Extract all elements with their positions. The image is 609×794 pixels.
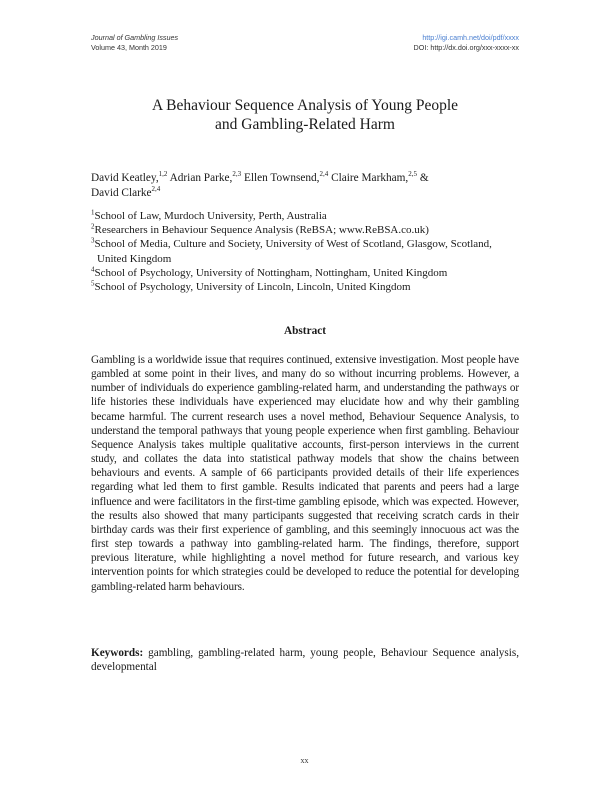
paper-title xyxy=(91,96,519,134)
affiliation-text: School of Media, Culture and Society, University of West of Scotland, Glasgow, Scotland, United Kingdom xyxy=(94,238,492,265)
author-affiliation-sup: 1,2 xyxy=(158,170,168,179)
journal-name: Journal of Gambling Issues xyxy=(91,33,179,42)
keywords-label: Keywords: xyxy=(91,647,144,659)
affiliation-item xyxy=(91,209,521,223)
author-name: David Keatley, xyxy=(91,172,159,184)
journal-volume: Volume 43, Month 2019 xyxy=(91,43,167,52)
author-name: Claire Markham, xyxy=(331,172,409,184)
abstract-body: Gambling is a worldwide issue that requires continued, extensive investigation. Most people have gambled at some point in their lives, and many do so without incurring problems. However, a number of individuals do experience gambling-related harm, and understanding the pathways or life histories these individuals have experienced may elucidate how and why their gambling became harmful. The current research uses a novel method, Behaviour Sequence Analysis, to understand the temporal pathways that young people experience when first gambling. Behaviour Sequence Analysis takes multiple qualitative accounts, first-person interviews in the current study, and collates the data into statistical pathway models that show the chains between behaviours and events. A sample of 66 participants provided details of their life experiences regarding what led them to first gamble. Results indicated that parents and peers had a large influence and were facilitators in the first-time gambling episode, which was expected. However, the results also showed that many participants suggested that receiving scratch cards in their birthday cards was their first experience of gambling, and this seemingly innocuous act was the first step towards a pathway into gambling-related harm. The findings, therefore, support previous literature, while highlighting a novel method for future research, and various key intervention points for which strategies could be developed to reduce the potential for developing gambling-related harm behaviours. xyxy=(91,354,519,593)
affiliation-number: 4 xyxy=(91,265,95,274)
affiliation-number: 2 xyxy=(91,222,95,231)
title-line-1: A Behaviour Sequence Analysis of Young People xyxy=(151,97,459,114)
affiliation-item xyxy=(91,280,521,294)
author-name: David Clarke xyxy=(91,186,152,199)
affiliation-text: School of Psychology, University of Nottingham, Nottingham, United Kingdom xyxy=(94,266,448,279)
author-name: Ellen Townsend, xyxy=(243,172,320,184)
page-number: xx xyxy=(300,756,309,765)
affiliation-item xyxy=(91,237,521,265)
author-affiliation-sup: 2,3 xyxy=(232,170,242,179)
author-affiliation-sup: 2,4 xyxy=(319,170,329,179)
affiliation-list xyxy=(91,209,521,294)
affiliation-item xyxy=(91,266,521,280)
keywords-section xyxy=(91,646,519,674)
affiliation-text: Researchers in Behaviour Sequence Analysis (ReBSA; www.ReBSA.co.uk) xyxy=(94,224,429,237)
affiliation-text: School of Psychology, University of Lincoln, Lincoln, United Kingdom xyxy=(94,281,411,294)
affiliation-number: 3 xyxy=(91,236,95,245)
keywords-text: gambling, gambling-related harm, young people, Behaviour Sequence analysis, developmental xyxy=(91,647,520,674)
doi-text: DOI: http://dx.doi.org/xxx-xxxx-xx xyxy=(413,43,519,52)
author-affiliation-sup: 2,4 xyxy=(151,184,161,193)
affiliation-number: 1 xyxy=(91,208,95,217)
doi-header xyxy=(414,33,519,53)
title-line-2: and Gambling-Related Harm xyxy=(215,116,395,133)
author-ampersand: & xyxy=(419,172,429,184)
affiliation-number: 5 xyxy=(91,279,95,288)
author-affiliation-sup: 2,5 xyxy=(408,170,417,179)
journal-header xyxy=(91,33,178,53)
journal-url-link[interactable]: http://igi.camh.net/doi/pdf/xxxx xyxy=(422,33,519,42)
affiliation-item xyxy=(91,223,521,237)
author-list xyxy=(91,171,521,200)
affiliation-text: School of Law, Murdoch University, Perth, Australia xyxy=(94,210,327,222)
abstract-heading: Abstract xyxy=(283,325,327,337)
author-name: Adrian Parke, xyxy=(169,172,233,184)
